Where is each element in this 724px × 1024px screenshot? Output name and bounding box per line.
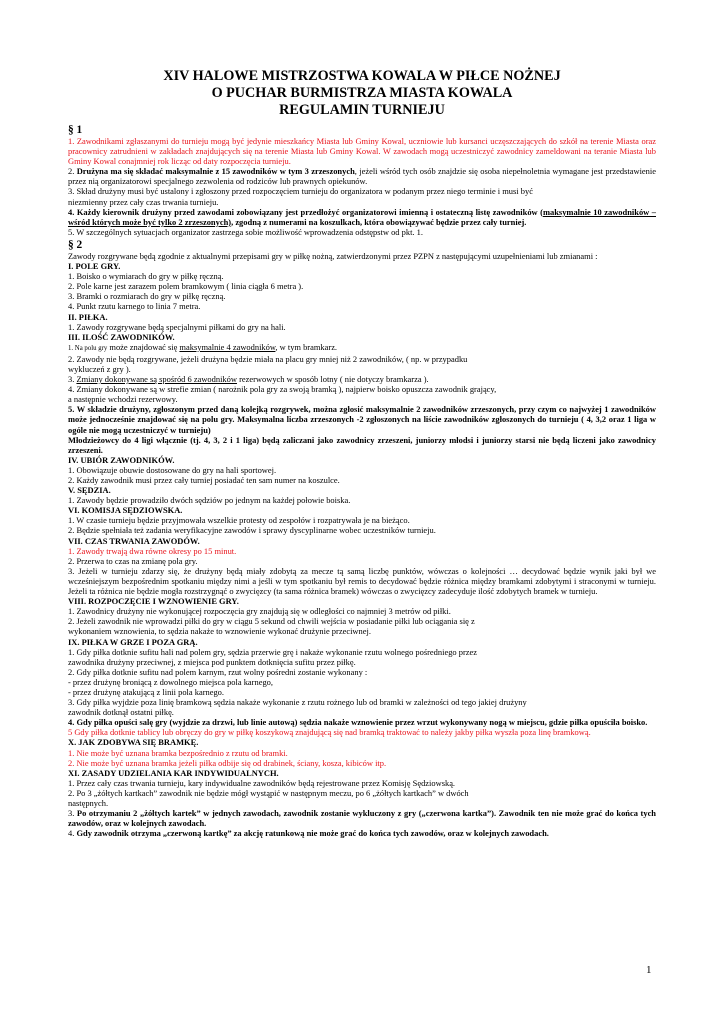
- ilosc-6: Młodzieżowcy do 4 ligi włącznie (tj. 4, 3, 2 i 1 liga) będą zaliczani jako zawodnicy zrzeszeni, juniorzy młodsi i juniorzy starsi nie będą liczeni jako zawodnicy zrzeszeni.: [68, 434, 656, 455]
- ilosc-1-a: 1. Na polu gry: [68, 344, 108, 352]
- page-number: 1: [646, 964, 652, 976]
- sec1-point-4-b: , zgodną z numerami na koszulkach, która obowiązywać będzie przez cały turniej.: [231, 216, 527, 227]
- heading-kary: XI. ZASADY UDZIELANIA KAR INDYWIDUALNYCH.: [68, 767, 279, 778]
- sec1-point-5: 5. W szczególnych sytuacjach organizator zastrzega sobie możliwość wprowadzenia odstępstw od pkt. 1.: [68, 226, 423, 237]
- ilosc-3: [68, 374, 656, 384]
- kary-3-number: 3.: [68, 808, 77, 819]
- pilka-w-grze-5: 5 Gdy piłka dotknie tablicy lub obręczy do gry w piłkę koszykową znajdującą się nad bramką traktować to należy jakby piłka wyszła poza linę bramkową.: [68, 727, 591, 738]
- ilosc-1-underlined: maksymalnie 4 zawodników: [179, 341, 276, 352]
- ilosc-3-underlined: Zmiany dokonywane są spośród 6 zawodników: [76, 374, 237, 385]
- bramka-1: 1. Nie może być uznana bramka bezpośrednio z rzutu od bramki.: [68, 747, 288, 758]
- pole-gry-1: 1. Boisko o wymiarach do gry w piłkę ręczną.: [68, 271, 224, 282]
- section-2-heading: § 2: [68, 238, 83, 251]
- kary-4-number: 4.: [68, 828, 77, 839]
- sec2-intro: Zawody rozgrywane będą zgodnie z aktualnymi przepisami gry w piłkę nożną, zatwierdzonymi przez PZPN z następującymi uzupełnieniami lub zmianami :: [68, 250, 598, 261]
- pilka-w-grze-1a: 1. Gdy piłka dotknie sufitu hali nad polem gry, sędzia przerwie grę i nakaże wykonanie rzutu wolnego pośredniego przez: [68, 646, 478, 657]
- heading-ilosc-zawodnikow: III. ILOŚĆ ZAWODNIKÓW.: [68, 331, 175, 342]
- pilka-w-grze-4: 4. Gdy piłka opuści salę gry (wyjdzie za drzwi, lub linie autową) sędzia nakaże wznowienie przez wrzut wykonywany nogą w miejscu, gdzie piłka opuściła boisko.: [68, 717, 648, 728]
- pilka-w-grze-2y: - przez drużynę atakującą z linii pola karnego.: [68, 686, 225, 697]
- pilka-w-grze-2x: - przez drużynę broniącą z dowolnego miejsca pola karnego,: [68, 676, 273, 687]
- pilka-w-grze-2: 2. Gdy piłka dotknie sufitu nad polem karnym, rzut wolny pośredni zostanie wykonany :: [68, 666, 368, 677]
- heading-ubior: IV. UBIÓR ZAWODNIKÓW.: [68, 454, 175, 465]
- heading-rozpoczecie: VIII. ROZPOCZĘCIE I WZNOWIENIE GRY.: [68, 596, 239, 607]
- czas-1: 1. Zawody trwają dwa równe okresy po 15 minut.: [68, 545, 237, 556]
- czas-3: 3. Jeżeli w turnieju zdarzy się, że drużyny będą miały zdobytą za mecze tą samą liczbę punktów, wówczas o kolejności … decydować będzie wynik jaki był we wcześniejszym bezpośrednim spotkaniu między nimi a jeśli w tym spotkaniu był remis to decydować będzie różnica między bramkami zdobytymi i straconymi w turnieju. Jeżeli ta różnica nie będzie mogła rozstrzygnąć o zwycięzcy (ta sama różnica bramek) wówczas o zwycięzcy zadecyduje ilość zdobytych bramek w turnieju.: [68, 565, 656, 597]
- sec1-point-2-bold: Drużyna ma się składać maksymalnie z 15 zawodników w tym 3 zrzeszonych: [76, 166, 355, 177]
- kary-3: [68, 808, 656, 828]
- section-1-heading: § 1: [68, 124, 83, 136]
- title-line-3: REGULAMIN TURNIEJU: [279, 102, 445, 118]
- kary-3-bold: Po otrzymaniu 2 „żółtych kartek” w jednych zawodach, zawodnik zostanie wykluczony z gry („czerwona kartka”). Zawodnik ten nie może grać do końca tych zawodów, oraz w kolejnych zawodach.: [68, 808, 657, 829]
- ilosc-1: [68, 342, 656, 354]
- pole-gry-3: 3. Bramki o rozmiarach do gry w piłkę ręczną.: [68, 291, 226, 302]
- document-title: [68, 68, 656, 119]
- ilosc-3-rest: rezerwowych w sposób lotny ( nie dotyczy bramkarza ).: [236, 374, 429, 385]
- heading-sedzia: V. SĘDZIA.: [68, 485, 111, 496]
- sec1-point-4: [68, 207, 656, 227]
- heading-czas-trwania: VII. CZAS TRWANIA ZAWODÓW.: [68, 535, 200, 546]
- sec1-point-4-a: 4. Każdy kierownik drużyny przed zawodami zobowiązany jest przedłożyć organizatorowi imienną i ostateczną listę zawodników (: [68, 206, 543, 217]
- heading-pilka: II. PIŁKA.: [68, 311, 108, 322]
- kary-4-bold: Gdy zawodnik otrzyma „czerwoną kartkę” za akcję ratunkową nie może grać do końca tych zawodów, oraz w kolejnych zawodach.: [76, 828, 549, 839]
- section-2-body: [68, 251, 656, 838]
- pole-gry-4: 4. Punkt rzutu karnego to linia 7 metra.: [68, 301, 201, 312]
- rozpoczecie-1: 1. Zawodnicy drużyny nie wykonującej rozpoczęcia gry znajdują się w odległości co najmniej 3 metrów od piłki.: [68, 606, 451, 617]
- ilosc-4b: a następnie wchodzi rezerwowy.: [68, 394, 178, 405]
- ilosc-2b: wykluczeń z gry ).: [68, 363, 131, 374]
- title-line-1: XIV HALOWE MISTRZOSTWA KOWALA W PIŁCE NOŻNEJ: [163, 68, 561, 84]
- kary-4: [68, 828, 656, 838]
- sec1-point-3a: 3. Skład drużyny musi być ustalony i zgłoszony przed rozpoczęciem turnieju do organizatora w podanym przez niego terminie i musi być: [68, 186, 533, 197]
- kary-2b: następnych.: [68, 798, 109, 808]
- sec1-point-4-underlined: maksymalnie 10 zawodników – wśród których może być tylko 2 zrzeszonych): [68, 206, 656, 227]
- heading-komisja: VI. KOMISJA SĘDZIOWSKA.: [68, 505, 183, 516]
- sec1-point-2: [68, 166, 656, 186]
- pilka-w-grze-1b: zawodnika drużyny przeciwnej, z miejsca pod punktem dotknięcia sufitu przez piłkę.: [68, 656, 356, 667]
- czas-2: 2. Przerwa to czas na zmianę pola gry.: [68, 555, 198, 566]
- ilosc-5: 5. W składzie drużyny, zgłoszonym przed daną kolejką rozgrywek, można zgłosić maksymalnie 2 zawodników zrzeszonych, przy czym co najwyżej 1 zawodników może jednocześnie znajdować się na polu gry. Maksymalna liczba zrzeszonych -2 zgłoszonych na liście zawodników zgłoszonych do turnieju ( 4, 3,2 oraz 1 liga w ogóle nie mogą uczestniczyć w turnieju): [68, 404, 656, 435]
- ilosc-1-c: , w tym bramkarz.: [275, 341, 338, 352]
- sec1-point-2-number: 2.: [68, 166, 77, 177]
- title-line-2: O PUCHAR BURMISTRZA MIASTA KOWALA: [211, 85, 513, 101]
- ilosc-3-number: 3.: [68, 374, 77, 385]
- ubior-2: 2. Każdy zawodnik musi przez cały turniej posiadać ten sam numer na koszulce.: [68, 475, 340, 485]
- ilosc-2a: 2. Zawody nie będą rozgrywane, jeżeli drużyna będzie miała na placu gry mniej niż 2 zawodników, ( np. w przypadku: [68, 353, 468, 364]
- komisja-1: 1. W czasie turnieju będzie przyjmowała wszelkie protesty od zespołów i rozpatrywała je na bieżąco.: [68, 515, 410, 526]
- heading-pilka-w-grze: IX. PIŁKA W GRZE I POZA GRĄ.: [68, 636, 198, 647]
- rozpoczecie-2a: 2. Jeżeli zawodnik nie wprowadzi piłki do gry w ciągu 5 sekund od chwili wejścia w posiadanie piłki lub ociągania się z: [68, 616, 475, 627]
- pilka-w-grze-3b: zawodnik dotknął ostatni piłkę.: [68, 707, 174, 718]
- heading-bramka: X. JAK ZDOBYWA SIĘ BRAMKĘ.: [68, 737, 199, 748]
- sec1-point-1: 1. Zawodnikami zgłaszanymi do turnieju mogą być jedynie mieszkańcy Miasta lub Gminy Kowal, uczniowie lub kursanci uczęszczających do szkół na terenie Miasta oraz pracownicy zatrudnieni w zakładach znajdujących się na terenie Miasta lub Gminy Kowal. W zawodach mogą uczestniczyć zawodnicy zameldowani na teranie Miasta lub Gminy Kowal conajmniej rok licząc od daty rozpoczęcia turnieju.: [68, 136, 656, 167]
- kary-2a: 2. Po 3 „żółtych kartkach” zawodnik nie będzie mógł wystąpić w następnym meczu, po 6 „żółtych kartkach” w dwóch: [68, 787, 469, 798]
- sedzia-1: 1. Zawody będzie prowadziło dwóch sędziów po jednym na każdej połowie boiska.: [68, 495, 351, 506]
- sec1-point-2-rest: , jeżeli wśród tych osób znajdzie się osoba niepełnoletnia wymagane jest przedstawienie przez nią organizatorowi specjalnego zezwolenia od rodziców lub prawnych opiekunów.: [68, 166, 656, 187]
- pilka-1: 1. Zawody rozgrywane będą specjalnymi piłkami do gry na hali.: [68, 321, 286, 332]
- pilka-w-grze-3a: 3. Gdy piłka wyjdzie poza linię bramkową sędzia nakaże wykonanie z rzutu rożnego lub od bramki w zależności od tego jakiej drużyny: [68, 697, 527, 708]
- rozpoczecie-2b: wykonaniem wznowienia, to sędzia nakaże to wznowienie wykonać drużynie przeciwnej.: [68, 626, 371, 637]
- kary-1: 1. Przez cały czas trwania turnieju, kary indywidualne zawodników będą rejestrowane przez Komisję Sędziowską.: [68, 777, 456, 788]
- sec1-point-3b: niezmienny przez cały czas trwania turnieju.: [68, 196, 219, 207]
- section-1-body: [68, 136, 656, 237]
- pole-gry-2: 2. Pole karne jest zarazem polem bramkowym ( linia ciągła 6 metra ).: [68, 281, 304, 292]
- bramka-2: 2. Nie może być uznana bramka jeżeli piłka odbije się od drabinek, ściany, kosza, kibiców itp.: [68, 757, 387, 768]
- ubior-1: 1. Obowiązuje obuwie dostosowane do gry na hali sportowej.: [68, 464, 277, 475]
- ilosc-1-b: może znajdować się: [107, 341, 180, 352]
- ilosc-4a: 4. Zmiany dokonywane są w strefie zmian ( narożnik pola gry za swoją bramką ), najpierw boisko opuszcza zawodnik grający,: [68, 384, 497, 395]
- komisja-2: 2. Będzie spełniała też zadania weryfikacyjne zawodów i sprawy dyscyplinarne wobec uczestników turnieju.: [68, 525, 436, 536]
- heading-pole-gry: I. POLE GRY.: [68, 261, 121, 272]
- document-page: [68, 68, 656, 838]
